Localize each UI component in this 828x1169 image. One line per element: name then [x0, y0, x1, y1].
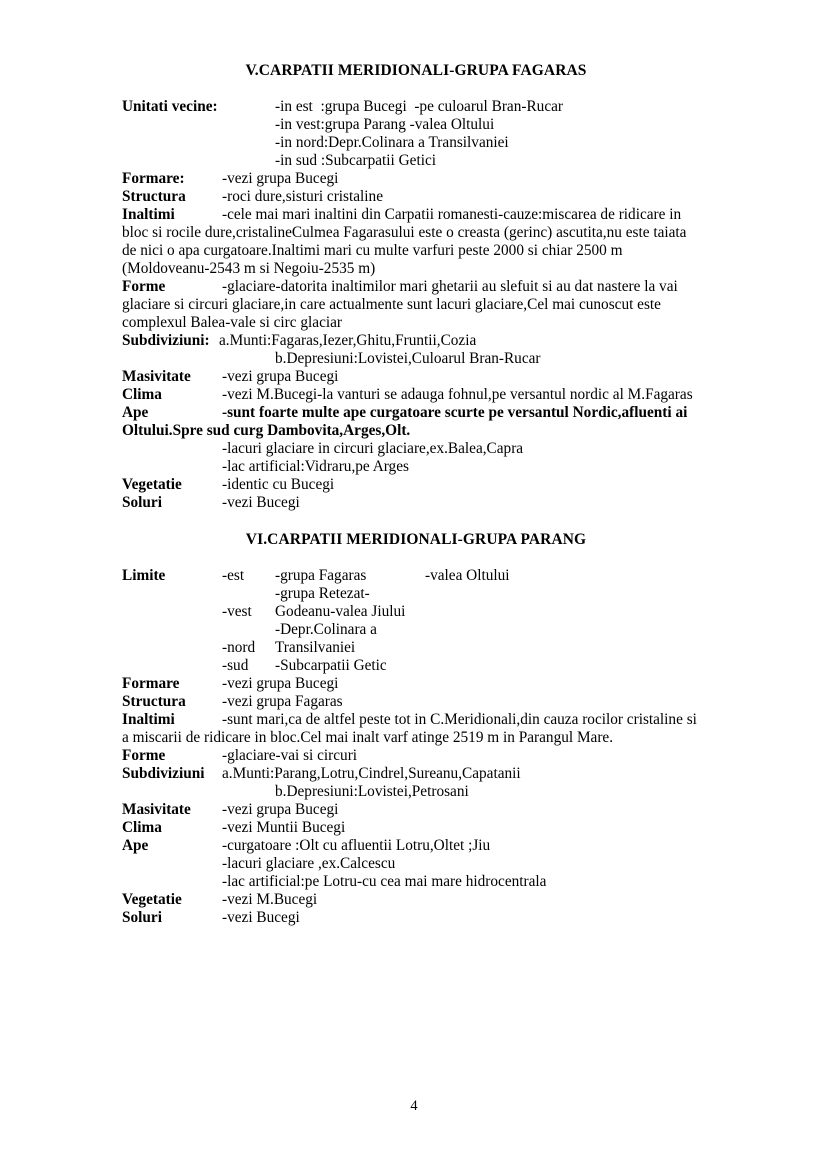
spacer	[122, 549, 702, 567]
row-subdiviziuni	[122, 765, 702, 783]
row-vegetatie	[122, 476, 702, 494]
row-label: Soluri	[122, 909, 162, 926]
limite-direction: -nord	[222, 639, 256, 656]
spacer	[122, 80, 702, 98]
row-continuation: -in vest:grupa Parang -valea Oltului	[275, 116, 495, 133]
row-label: Masivitate	[122, 368, 191, 385]
row-formare	[122, 675, 702, 693]
row-value: -curgatoare :Olt cu afluentii Lotru,Oltet ;Jiu	[222, 837, 491, 854]
row-continuation: -in sud :Subcarpatii Getici	[275, 152, 437, 169]
limite-direction: -vest	[222, 603, 252, 620]
row-label: Ape	[122, 837, 149, 854]
limite-extra: -valea Oltului	[425, 567, 510, 584]
row-continuation: b.Depresiuni:Lovistei,Culoarul Bran-Rucar	[275, 350, 541, 367]
row-label: Forme	[122, 278, 166, 295]
row-label: Limite	[122, 567, 166, 584]
row-forme	[122, 747, 702, 765]
row-masivitate	[122, 801, 702, 819]
section-title-parang: VI.CARPATII MERIDIONALI-GRUPA PARANG	[245, 531, 587, 548]
page-number: 4	[410, 1098, 418, 1114]
row-label: Masivitate	[122, 801, 191, 818]
row-label: Vegetatie	[122, 891, 182, 908]
row-continuation: b.Depresiuni:Lovistei,Petrosani	[275, 783, 469, 800]
section-title-fagaras: V.CARPATII MERIDIONALI-GRUPA FAGARAS	[245, 62, 587, 79]
row-label: Clima	[122, 819, 162, 836]
row-value: -vezi Bucegi	[222, 909, 300, 926]
row-forme	[122, 278, 702, 332]
row-continuation: -in nord:Depr.Colinara a Transilvaniei	[275, 134, 509, 151]
document-body	[122, 62, 702, 927]
row-value: -vezi grupa Bucegi	[222, 801, 339, 818]
limite-description: -grupa Retezat-Godeanu-valea Jiului	[275, 585, 406, 620]
row-value: -sunt foarte multe ape curgatoare scurte pe versantul Nordic,afluenti ai Oltului.Spre sud curg Dambovita,Arges,Olt.	[122, 404, 692, 439]
row-value: a.Munti:Parang,Lotru,Cindrel,Sureanu,Capatanii	[222, 765, 521, 782]
row-clima	[122, 386, 702, 404]
row-value: -glaciare-vai si circuri	[222, 747, 358, 764]
row-value: -glaciare-datorita inaltimilor mari ghetarii au slefuit si au dat nastere la vai glaciare si circuri glaciare,in care actualmente sunt lacuri glaciare,Cel mai cunoscut este complexul Balea-vale si circ glaciar	[122, 278, 682, 331]
row-continuation: -lac artificial:pe Lotru-cu cea mai mare hidrocentrala	[222, 873, 547, 890]
row-masivitate	[122, 368, 702, 386]
row-value: -vezi M.Bucegi	[222, 891, 318, 908]
limite-direction: -sud	[222, 657, 249, 674]
row-label: Subdiviziuni	[122, 765, 205, 782]
row-limite-entry	[122, 621, 702, 657]
row-inaltimi	[122, 711, 702, 747]
row-continuation: -lacuri glaciare in circuri glaciare,ex.Balea,Capra	[222, 440, 524, 457]
row-value: -identic cu Bucegi	[222, 476, 335, 493]
row-label: Ape	[122, 404, 149, 421]
row-structura	[122, 188, 702, 206]
row-value: -vezi grupa Bucegi	[222, 675, 339, 692]
row-formare	[122, 170, 702, 188]
row-value: -in est :grupa Bucegi -pe culoarul Bran-Rucar	[275, 98, 563, 115]
row-unitati-vecine	[122, 98, 702, 116]
limite-description: -grupa Fagaras	[275, 567, 367, 584]
row-label: Inaltimi	[122, 206, 175, 223]
row-label: Clima	[122, 386, 162, 403]
row-clima	[122, 819, 702, 837]
row-value: -vezi M.Bucegi-la vanturi se adauga fohnul,pe versantul nordic al M.Fagaras	[222, 386, 693, 403]
limite-description: -Subcarpatii Getic	[275, 657, 387, 674]
row-label: Structura	[122, 693, 186, 710]
row-label: Forme	[122, 747, 166, 764]
row-structura	[122, 693, 702, 711]
row-ape	[122, 837, 702, 855]
row-label: Soluri	[122, 494, 162, 511]
spacer	[122, 512, 702, 531]
row-label: Unitati vecine:	[122, 98, 218, 115]
row-label: Subdiviziuni:	[122, 332, 210, 349]
row-soluri	[122, 909, 702, 927]
limite-direction: -est	[222, 567, 245, 584]
row-value: -roci dure,sisturi cristaline	[222, 188, 383, 205]
row-inaltimi	[122, 206, 702, 278]
row-soluri	[122, 494, 702, 512]
row-value: -vezi grupa Bucegi	[222, 170, 339, 187]
row-value: -vezi Muntii Bucegi	[222, 819, 346, 836]
row-vegetatie	[122, 891, 702, 909]
row-limite	[122, 567, 702, 585]
row-value: -vezi Bucegi	[222, 494, 300, 511]
row-limite-entry	[122, 657, 702, 675]
row-continuation: -lac artificial:Vidraru,pe Arges	[222, 458, 409, 475]
row-limite-entry	[122, 585, 702, 621]
row-label: Structura	[122, 188, 186, 205]
row-value: -cele mai mari inaltini din Carpatii romanesti-cauze:miscarea de ridicare in bloc si rocile dure,cristalineCulmea Fagarasului este o creasta (gerinc) ascutita,nu este taiata de nici o apa curgatoare.Inaltimi mari cu multe varfuri peste 2000 si chiar 2500 m (Moldoveanu-2543 m si Negoiu-2535 m)	[122, 206, 691, 277]
row-label: Formare:	[122, 170, 185, 187]
row-value: -sunt mari,ca de altfel peste tot in C.Meridionali,din cauza rocilor cristaline si a miscarii de ridicare in bloc.Cel mai inalt varf atinge 2519 m in Parangul Mare.	[122, 711, 701, 746]
row-label: Formare	[122, 675, 180, 692]
row-value: a.Munti:Fagaras,Iezer,Ghitu,Fruntii,Cozia	[219, 332, 477, 349]
row-value: -vezi grupa Fagaras	[222, 693, 343, 710]
row-label: Inaltimi	[122, 711, 175, 728]
row-subdiviziuni	[122, 332, 702, 350]
row-label: Vegetatie	[122, 476, 182, 493]
row-ape	[122, 404, 702, 440]
row-value: -vezi grupa Bucegi	[222, 368, 339, 385]
limite-description: -Depr.Colinara a Transilvaniei	[275, 621, 377, 656]
row-continuation: -lacuri glaciare ,ex.Calcescu	[222, 855, 396, 872]
